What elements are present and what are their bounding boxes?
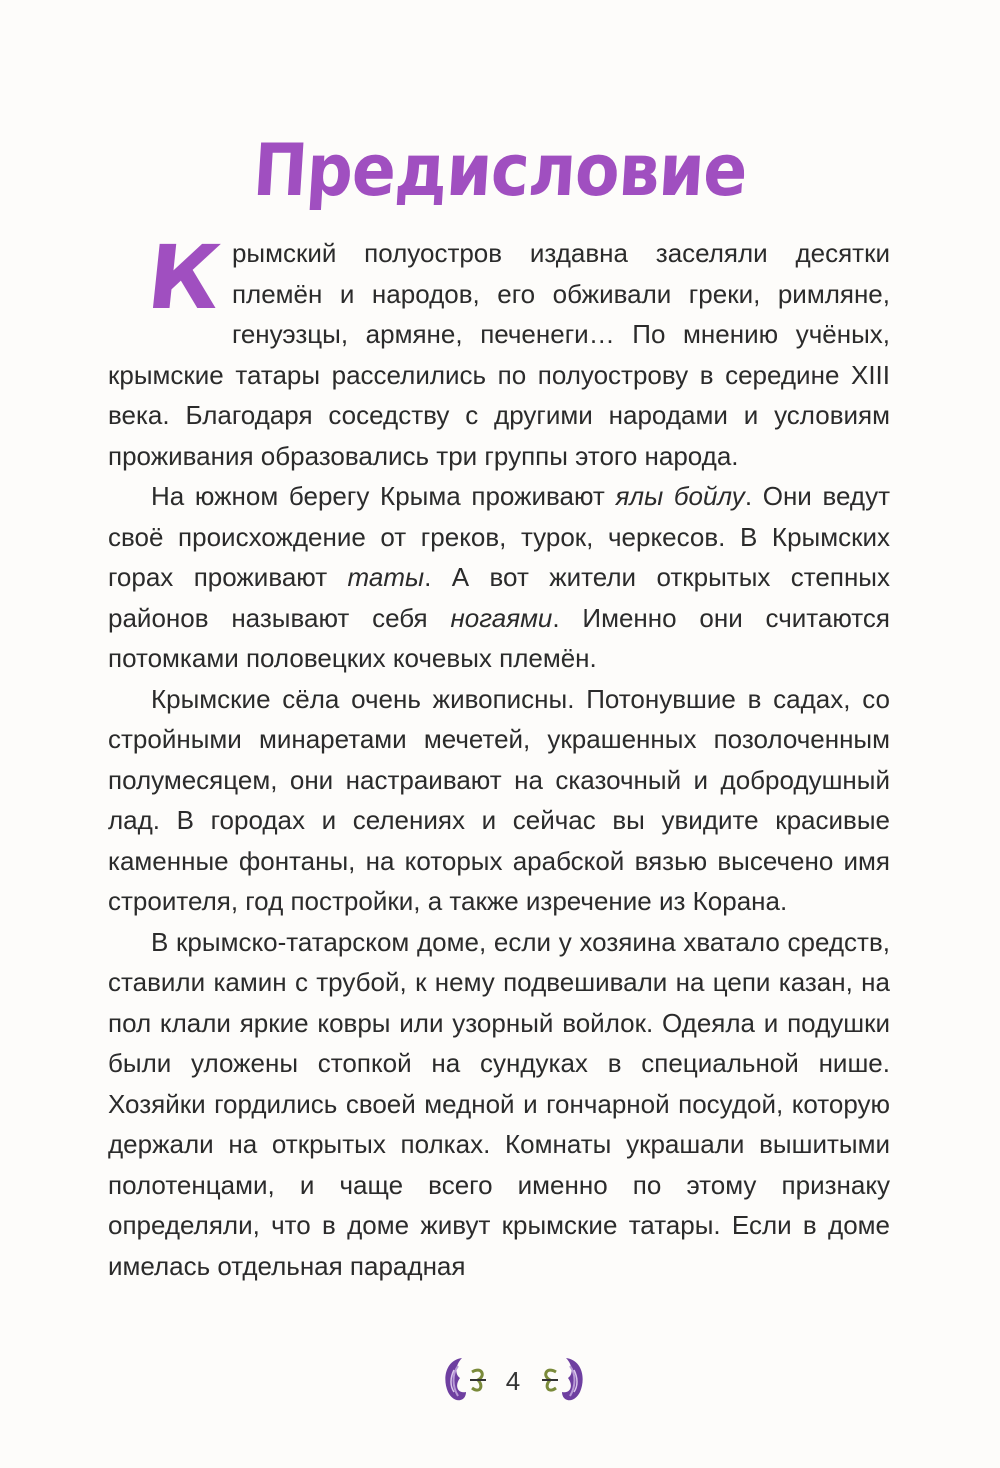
body-text [108,226,891,1286]
text-run: В крымско-татарском доме, если у хозяина хватало средств, ставили камин с трубой, к нему подвешивали на цепи казан, на пол клали яркие ковры или узорный войлок. Одеяла и подушки были уложены стопкой на сундуках в специальной нише. Хозяйки гордились своей медной и гончарной посудой, которую держали на открытых полках. Комнаты украшали вышитыми полотенцами, и чаще всего именно по этому признаку определяли, что в доме живут крымские татары. Если в доме имелась отдельная парадная [108,926,890,1281]
italic-term: таты [347,562,425,592]
italic-term: ялы бойлу [615,481,745,511]
page-footer [0,1352,1000,1412]
text-run: Крымские сёла очень живописны. Потонувшие в садах, со стройными минаретами мечетей, украшенных позолоченным полумесяцем, они настраивают на сказочный и добродушный лад. В городах и селениях и сейчас вы увидите красивые каменные фонтаны, на которых арабской вязью высечено имя строителя, год постройки, а также изречение из Корана. [108,683,890,916]
italic-term: ногаями [450,602,553,633]
page-number: 4 [505,1366,521,1396]
text-run: На южном берегу Крыма проживают [151,481,616,511]
text-run: . А вот жители открытых степных районов называют себя [108,562,890,633]
paragraph [108,476,890,679]
flower-ornament-icon [540,1352,588,1408]
text-run: . Именно они считаются потомками половецких кочевых племён. [108,602,890,673]
text-run: рымский полуостров издавна заселяли десятки племён и народов, его обживали греки, римляне, генуэзцы, армяне, печенеги… По мнению учёных, крымские татары расселились по полуострову в середине XIII века. Благодаря соседству с другими народами и условиям проживания образовались три группы этого народа. [108,238,890,471]
paragraph [108,922,890,1287]
paragraph [108,226,890,476]
text-run: . Они ведут своё происхождение от греков, турок, черкесов. В Крымских горах проживают [108,481,891,592]
drop-cap: К [142,226,226,329]
page-title: Предисловие [250,128,750,213]
paragraph [108,679,890,922]
flower-ornament-icon [440,1352,488,1408]
